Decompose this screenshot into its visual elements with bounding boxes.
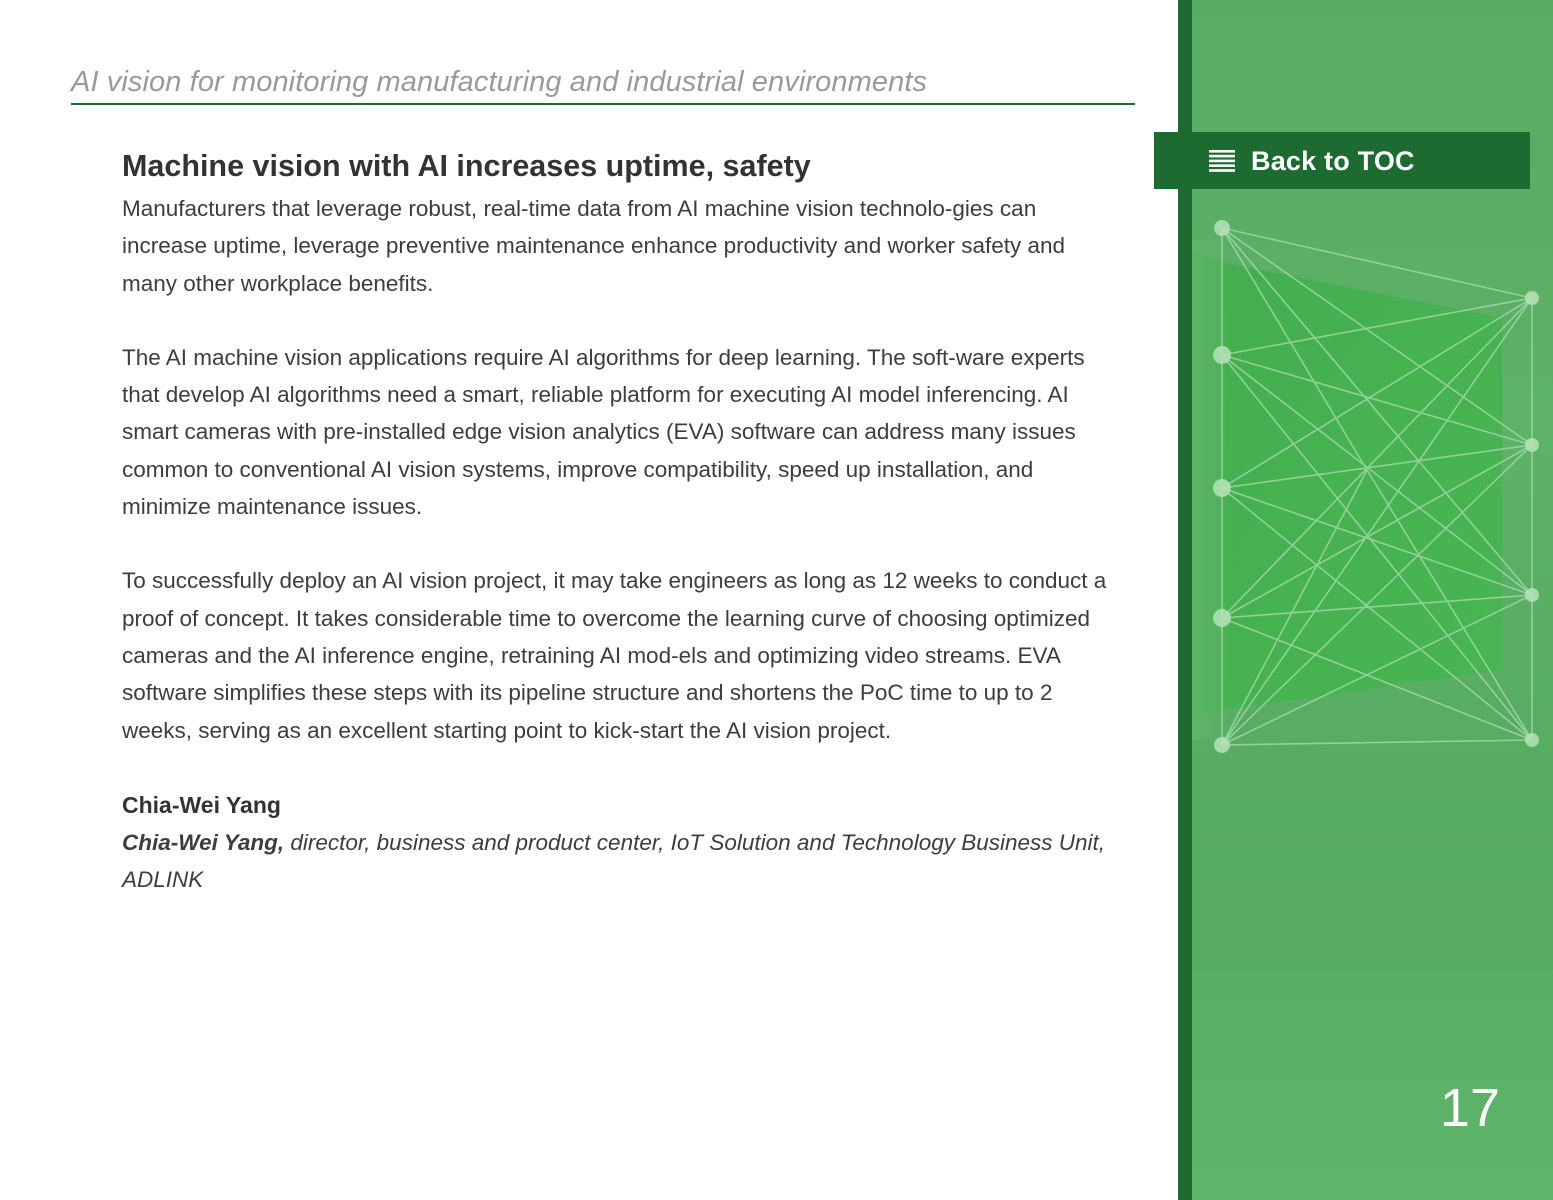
article-paragraph-2: The AI machine vision applications require AI algorithms for deep learning. The soft-ware experts that develop AI algorithms need a smart, reliable platform for executing AI model inferencing. AI smart cameras with pre-installed edge vision analytics (EVA) software can address many issues common to conventional AI vision systems, improve compatibility, speed up installation, and minimize maintenance issues. [122,344,1085,520]
article-paragraph-3: To successfully deploy an AI vision project, it may take engineers as long as 12 weeks to conduct a proof of concept. It takes considerable time to overcome the learning curve of choosing optimized cameras and the AI inference engine, retraining AI mod-els and optimizing video streams. EVA software simplifies these steps with its pipeline structure and shortens the PoC time to up to 2 weeks, serving as an excellent starting point to kick-start the AI vision project. [122,568,1107,743]
page-number: 17 [1439,1078,1500,1138]
author-bio-text: director, business and product center, IoT Solution and Technology Business Unit, ADLINK [122,829,1106,893]
list-icon [1209,150,1235,172]
article-title: Machine vision with AI increases uptime, safety [122,149,811,183]
running-header: AI vision for monitoring manufacturing and industrial environments [71,66,928,98]
author-bio [122,824,1112,899]
article-paragraph-1: Manufacturers that leverage robust, real-time data from AI machine vision technolo-gies can increase uptime, leverage preventive maintenance enhance productivity and worker safety and many other workplace benefits. [122,196,1066,296]
header-divider [71,103,1135,105]
back-to-toc-label: Back to TOC [1251,145,1415,176]
back-to-toc-button[interactable] [1154,132,1530,189]
article [122,146,1112,898]
author-bio-name: Chia-Wei Yang, [122,829,285,855]
author-name: Chia-Wei Yang [122,791,281,818]
